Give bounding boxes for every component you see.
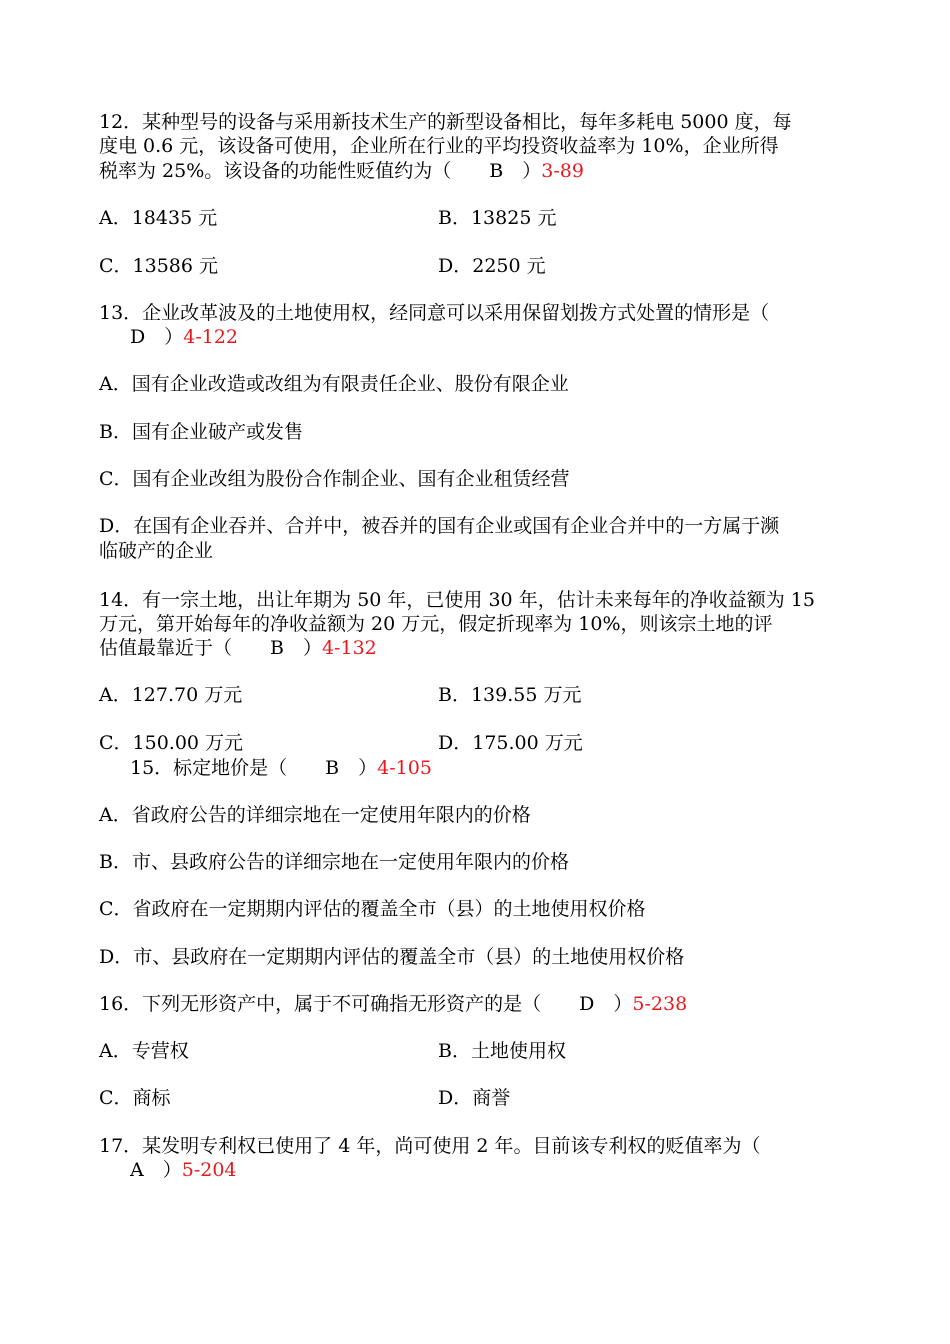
q13-option-a: A．国有企业改造或改组为有限责任企业、股份有限企业 [99, 373, 569, 395]
q12-option-d: D．2250 元 [438, 255, 546, 277]
q17-page-reference: 5-204 [181, 1159, 237, 1181]
q15-page-reference: 4-105 [377, 757, 432, 779]
q16-option-a: A．专营权 [99, 1040, 189, 1062]
q13-option-b: B．国有企业破产或发售 [99, 421, 303, 443]
q15-option-b: B．市、县政府公告的详细宗地在一定使用年限内的价格 [99, 851, 569, 873]
q15-stem-text: 15．标定地价是（ B ） [130, 757, 378, 779]
q12-page-reference: 3-89 [541, 160, 584, 182]
q15-line-1 [130, 756, 432, 780]
q12-stem-text: 税率为 25%。该设备的功能性贬值约为（ B ） [99, 160, 542, 182]
q17-line-1: 17．某发明专利权已使用了 4 年，尚可使用 2 年。目前该专利权的贬值率为（ [99, 1135, 761, 1157]
q15-option-d: D．市、县政府在一定期期内评估的覆盖全市（县）的土地使用权价格 [99, 946, 685, 968]
q16-option-b: B．土地使用权 [438, 1040, 566, 1062]
q13-option-c: C．国有企业改组为股份合作制企业、国有企业租赁经营 [99, 468, 570, 490]
q14-option-d: D．175.00 万元 [438, 732, 583, 754]
q12-option-c: C．13586 元 [99, 255, 219, 277]
q15-option-a: A．省政府公告的详细宗地在一定使用年限内的价格 [99, 804, 531, 826]
q14-option-c: C．150.00 万元 [99, 732, 244, 754]
q12-option-b: B．13825 元 [438, 207, 557, 229]
q14-option-b: B．139.55 万元 [438, 684, 582, 706]
q16-option-c: C．商标 [99, 1087, 171, 1109]
q14-option-a: A．127.70 万元 [99, 684, 243, 706]
q13-option-d-line-2: 临破产的企业 [99, 540, 214, 562]
q12-line-1: 12．某种型号的设备与采用新技术生产的新型设备相比，每年多耗电 5000 度，每 [99, 111, 792, 133]
q14-line-2: 万元，第开始每年的净收益额为 20 万元，假定折现率为 10%，则该宗土地的评 [99, 613, 773, 635]
q13-page-reference: 4-122 [183, 326, 239, 348]
q16-stem-text: 16．下列无形资产中，属于不可确指无形资产的是（ D ） [99, 993, 633, 1015]
q13-answer-text: D ） [130, 326, 184, 348]
q12-line-2: 度电 0.6 元，该设备可使用，企业所在行业的平均投资收益率为 10%，企业所得 [99, 135, 779, 157]
q16-option-d: D．商誉 [438, 1087, 511, 1109]
q14-page-reference: 4-132 [321, 637, 377, 659]
q16-page-reference: 5-238 [632, 993, 688, 1015]
q14-stem-text: 估值最靠近于（ B ） [99, 637, 322, 659]
q16-line-1 [99, 992, 687, 1016]
q12-line-3 [99, 159, 584, 183]
q17-line-2 [130, 1158, 237, 1182]
q17-answer-text: A ） [130, 1159, 182, 1181]
q13-line-2 [130, 325, 238, 349]
q13-option-d-line-1: D．在国有企业吞并、合并中，被吞并的国有企业或国有企业合并中的一方属于濒 [99, 515, 780, 537]
q13-line-1: 13．企业改革波及的土地使用权，经同意可以采用保留划拨方式处置的情形是（ [99, 302, 770, 324]
q12-option-a: A．18435 元 [99, 207, 218, 229]
q14-line-3 [99, 636, 377, 660]
q14-line-1: 14．有一宗土地，出让年期为 50 年，已使用 30 年，估计未来每年的净收益额为 15 [99, 589, 815, 611]
q15-option-c: C．省政府在一定期期内评估的覆盖全市（县）的土地使用权价格 [99, 898, 646, 920]
